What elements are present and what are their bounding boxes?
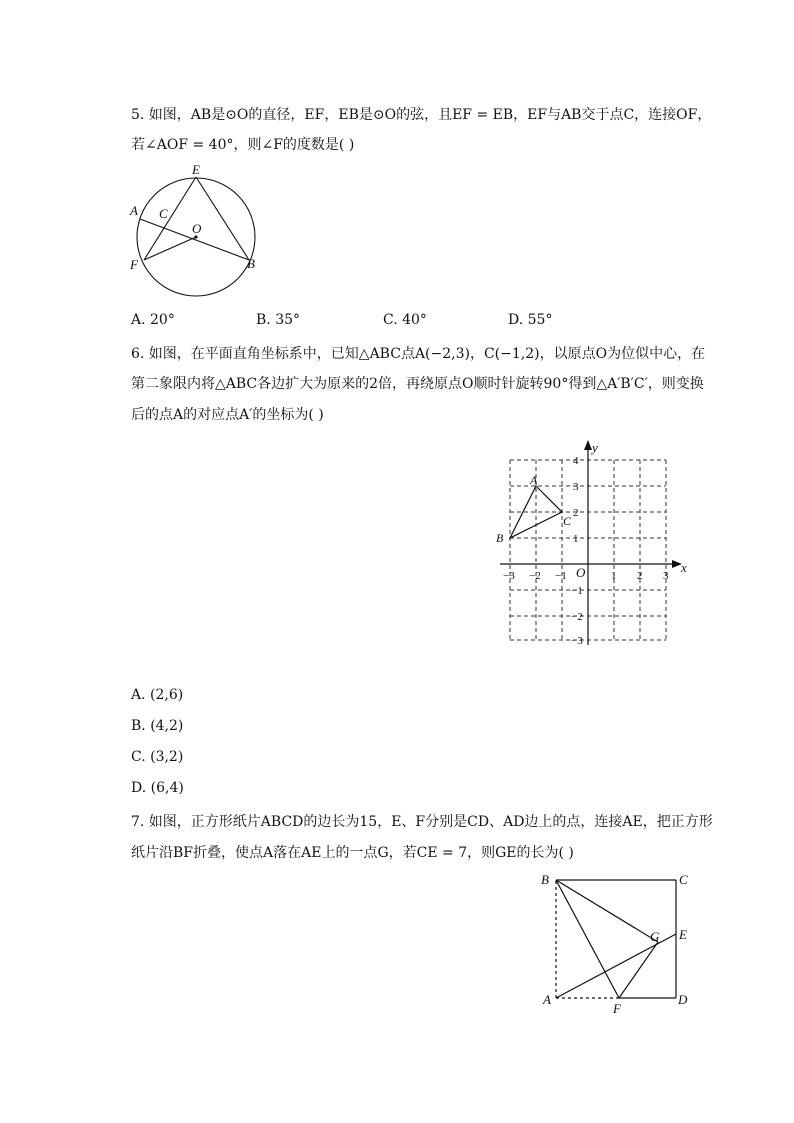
q7-label-f: F [613,1001,621,1016]
q5-text-line2: 若∠AOF = 40°，则∠F的度数是( ) [131,137,355,153]
q6-x-tick: −3 [503,570,515,582]
q5-circle-figure [126,158,266,300]
q6-coordinate-figure [490,434,695,650]
q6-option-c: C. (3,2) [131,749,184,765]
q6-y-tick: 4 [573,455,579,467]
q7-label-c: C [679,872,688,887]
q7-label-a: A [543,992,551,1007]
q6-y-tick: −1 [571,585,583,597]
q7-text-line2: 纸片沿BF折叠，使点A落在AE上的一点G，若CE = 7，则GE的长为( ) [131,845,574,861]
q5-label-a: A [130,203,138,218]
q5-label-e: E [192,162,200,177]
q6-y-tick: −3 [571,635,583,647]
q6-option-a: A. (2,6) [131,687,184,703]
q7-square-figure [535,866,700,1018]
q5-option-b: B. 35° [256,312,301,328]
q6-x-tick: −2 [529,570,541,582]
q6-option-d: D. (6,4) [131,780,184,796]
q6-label-c: C [563,514,572,528]
q7-label-g: G [650,929,660,944]
q5-label-f: F [130,257,138,272]
q5-option-c: C. 40° [383,312,427,328]
q6-text-line1: 6. 如图，在平面直角坐标系中，已知△ABC点A(−2,3)，C(−1,2)，以原点O为位似中心，在 [131,346,706,362]
q5-label-b: B [247,256,255,271]
q6-x-tick: 3 [663,570,669,582]
q5-option-a: A. 20° [131,312,175,328]
q5-text-line1: 5. 如图，AB是⊙O的直径，EF，EB是⊙O的弦，且EF = EB，EF与AB交于点C，连接OF， [131,107,712,123]
q7-label-e: E [679,927,687,942]
q6-label-b: B [496,531,504,545]
q5-label-c: C [159,206,168,221]
q5-option-d: D. 55° [508,312,553,328]
q6-label-a: A [530,473,538,487]
q7-label-b: B [541,872,549,887]
q7-text-line1: 7. 如图，正方形纸片ABCD的边长为15，E、F分别是CD、AD边上的点，连接AE，把正方形 [131,814,713,830]
q5-label-o: O [192,221,202,236]
q6-option-b: B. (4,2) [131,718,184,734]
q6-x-tick: 2 [637,570,643,582]
q6-x-tick: −1 [555,570,567,582]
q7-label-d: D [678,992,688,1007]
q6-origin-label: O [576,565,586,580]
q6-text-line3: 后的点A的对应点A′的坐标为( ) [131,407,324,423]
q6-y-tick: −2 [571,611,583,623]
q6-axis-y-label: y [592,440,598,455]
q6-axis-x-label: x [681,560,687,575]
q6-y-tick: 3 [573,481,579,493]
q6-y-tick: 1 [573,533,579,545]
q6-x-tick: 1 [611,570,617,582]
q6-text-line2: 第二象限内将△ABC各边扩大为原来的2倍，再绕原点O顺时针旋转90°得到△A′B′C′，则变换 [131,376,704,392]
q6-y-tick: 2 [573,507,579,519]
